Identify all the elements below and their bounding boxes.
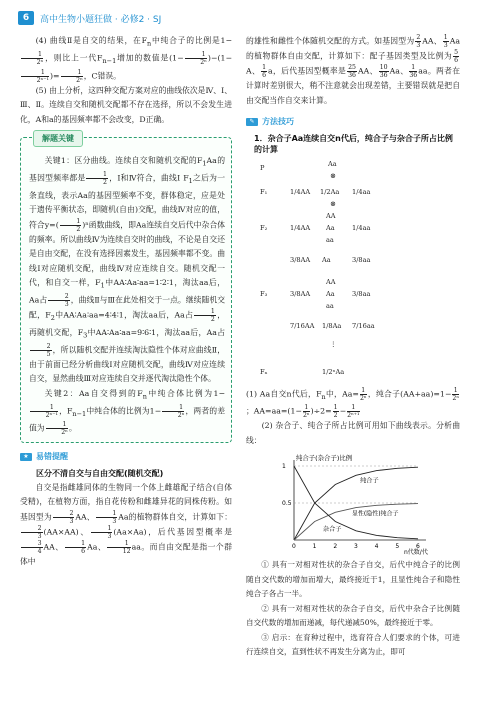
gen-p-genotype: Aa (328, 159, 337, 168)
f3b-aa: 7/16AA (290, 321, 315, 330)
tip-icon: ✎ (246, 118, 258, 126)
ellipsis: ⋮ (330, 339, 337, 348)
y-tick-label: 1 (282, 463, 286, 471)
ratio-curve-chart (268, 452, 438, 558)
key-2-text: 关键2：Aa自交得到的$F_n$中纯合体比例为1− $\frac{1}{\text{2ⁿ⁻¹}}$ ，$F_{n-1}$中纯合体的比例为1− $\frac{1}{\text{2ⁿ}}$ ，两者的差值为 $\frac{1}{\text{2ⁿ}}$ 。 (29, 388, 225, 437)
random-mating-text: 的雄性和雌性个体随机交配的方式。如基因型为 $\frac{2}{3}$ AA、 $\frac{1}{3}$ Aa的植物群体自由交配，计算如下：配子基因类型及比例为 $\frac{5}{6}$ A、 $\frac{1}{6}$ a，后代基因型概率是 $\frac{25}{36}$ AA、 $\frac{10}{36}$ Aa、 $\frac{1}{36}$ aa。两者在计算时差别很大，稍不注意就会出现差错，主要错误就是把自由交配当作自交来计算。 (246, 34, 460, 105)
self-cross-icon: ⊗ (330, 171, 336, 180)
key-points-label: 解题关键 (33, 130, 83, 147)
book-title: 高中生物小题狂做 · 必修2 · SJ (40, 14, 162, 25)
series-label-dominant: 显性(隐性)纯合子 (351, 510, 399, 518)
x-tick-label: 6 (416, 543, 420, 551)
paragraph-5: (5) 由上分析，这四种交配方案对应的曲线依次是Ⅳ、Ⅰ、Ⅲ、Ⅱ。连续自交和随机交配都不存在选择，所以不会发生进化，A和a的基因频率都不会改变，D正确。 (20, 85, 232, 124)
paragraph-4: (4) 曲线Ⅱ是自交的结果，在$F_n$中纯合子的比例是1− $\frac{1}{\text{2ⁿ}}$ ，则比上一代$F_{n-1}$增加的数值是(1− $\frac{1}{\text{2ⁿ}}$ )−(1− $\frac{1}{\text{2ⁿ⁻¹}}$ )= $\frac{1}{\text{2ⁿ}}$ ，C错误。 (20, 34, 232, 84)
series-line-1 (294, 504, 418, 540)
y-tick-label: 0.5 (282, 500, 292, 508)
self-cross-icon: ⊗ (330, 199, 336, 208)
method-2-text: (2) 杂合子、纯合子所占比例可用如下曲线表示。分析曲线： (246, 421, 460, 445)
bookmark-icon: ★ (20, 453, 32, 461)
conclusion-3: ③ 启示：在育种过程中，选育符合人们要求的个体，可进行连续自交，直到性状不再发生分离为止，即可 (246, 632, 460, 657)
error-reminder-tag (20, 451, 68, 462)
x-tick-label: 0 (292, 543, 296, 551)
f3-aa: 3/8AA (290, 289, 311, 298)
key-1-text: 关键1：区分曲线。连续自交和随机交配的$F_1Aa$的基因型频率都是 $\frac{1}{2}$ ，Ⅰ和Ⅳ符合，曲线Ⅰ $F_1$之后为一条直线，表示Aa的基因型频率不变，群体稳定，应是处于遗传平衡状态，即随机(自由)交配，曲线Ⅳ对应的值，符合y=( $\frac{1}{2}$ )ⁿ函数曲线，即Aa连续自交后代中杂合体的频率。所以曲线Ⅳ为连续自交时的曲线，不论是自交还是自由交配，在没有选择因素发生，基因频率都不变。曲线Ⅰ对应随机交配，曲线Ⅳ对应连续自交。随机交配一代，和自交一样，$F_1$中AA∶Aa∶aa=1∶2∶1，淘汰aa后，Aa占 $\frac{2}{3}$ ，曲线Ⅱ与Ⅲ在此处相交于一点。继续随机交配，$F_2$中AA∶Aa∶aa=4∶4∶1，淘汰aa后，Aa占 $\frac{1}{2}$ ，再随机交配，$F_3$中AA∶Aa∶aa=9∶6∶1，淘汰aa后，Aa占 $\frac{2}{5}$ ，所以随机交配并连续淘汰隐性个体对应曲线Ⅱ，由于前面已经分析曲线Ⅰ对应随机交配，曲线Ⅳ对应连续自交，显然曲线Ⅲ对应连续自交并逐代淘汰隐性个体。 (29, 156, 226, 384)
f3b-rec: 7/16aa (352, 321, 375, 330)
series-line-0 (294, 467, 418, 540)
key-points-box (20, 134, 232, 443)
f3-split-aa: AA (326, 277, 336, 286)
f1-rec: 1/4aa (352, 187, 371, 196)
x-tick-label: 2 (333, 543, 338, 551)
gen-f1-label: F₁ (260, 187, 268, 196)
f3-rec: 3/8aa (352, 289, 371, 298)
f1-aa: 1/4AA (290, 187, 311, 196)
error-reminder-label: 易错提醒 (36, 452, 68, 462)
conclusion-1: ① 具有一对相对性状的杂合子自交，后代中纯合子的比例随自交代数的增加而增大，最终接近于1，且显性纯合子和隐性纯合子各占一半。 (246, 560, 460, 599)
f2b-aa: 3/8AA (290, 255, 311, 264)
f2b-het: Aa (322, 255, 331, 264)
x-tick-label: 5 (395, 543, 400, 551)
page-number: 6 (18, 11, 34, 25)
method-subtitle: 1．杂合子Aa连续自交n代后，纯合子与杂合子所占比例的计算 (254, 133, 453, 154)
gen-fn-label: Fₙ (260, 367, 268, 376)
method-tag (246, 116, 294, 127)
right-column (246, 34, 460, 660)
self-vs-random-text: 自交是指雌雄同体的生物同一个体上雌雄配子结合(自体受精)，在植物方面，指自花传粉和雌雄异花的同株传粉。如基因型为 $\frac{2}{3}$ AA、 $\frac{1}{3}$ Aa的植物群体自交，计算如下： $\frac{2}{3}$ (AA×AA)、 $\frac{1}{3}$ (Aa×Aa)，后代基因型概率是 $\frac{3}{4}$ AA、 $\frac{1}{6}$ Aa、 $\frac{1}{12}$ aa。而自由交配是指一个群体中 (20, 482, 233, 566)
page-header (18, 10, 161, 26)
f2-split-het: Aa (326, 223, 335, 232)
chart-title: 纯合子(杂合子)比例 (296, 454, 353, 463)
x-tick-label: 1 (312, 543, 317, 551)
gen-f2-label: F₂ (260, 223, 268, 232)
fn-het: 1/2ⁿAa (322, 367, 345, 376)
series-line-2 (294, 466, 418, 539)
f3-split-rec: aa (326, 301, 334, 310)
error-reminder-title: 区分不清自交与自由交配(随机交配) (36, 468, 164, 478)
gen-p-label: P (260, 163, 265, 172)
f2-split-rec: aa (326, 235, 334, 244)
f3-split-het: Aa (326, 289, 335, 298)
left-column (20, 34, 232, 569)
series-label-heterozygote: 杂合子 (322, 526, 342, 534)
f1-het: 1/2Aa (320, 187, 340, 196)
x-axis-label: n代数/代 (404, 549, 428, 557)
x-tick-label: 4 (374, 543, 379, 551)
conclusion-2: ② 具有一对相对性状的杂合子自交，后代中杂合子比例随自交代数的增加而递减，每代递减50%，最终接近于零。 (246, 603, 460, 628)
f2-split-aa: AA (326, 211, 336, 220)
f2b-rec: 3/8aa (352, 255, 371, 264)
x-tick-label: 3 (354, 543, 358, 551)
method-1-text: (1) Aa自交n代后，$F_n$中，Aa= $\frac{1}{\text{2ⁿ}}$ ，纯合子(AA+aa)=1− $\frac{1}{\text{2ⁿ}}$ ；AA=aa=(1− $\frac{1}{\text{2ⁿ}}$ )÷2= $\frac{1}{2}$ − $\frac{1}{\text{2ⁿ⁺¹}}$ (246, 386, 460, 420)
series-label-homozygote: 纯合子 (360, 477, 379, 485)
gen-f3-label: F₃ (260, 289, 268, 298)
f2-rec: 1/4aa (352, 223, 371, 232)
method-label: 方法技巧 (262, 117, 294, 126)
self-cross-diagram (246, 157, 460, 387)
f3b-het: 1/8Aa (322, 321, 342, 330)
f2-aa: 1/4AA (290, 223, 311, 232)
